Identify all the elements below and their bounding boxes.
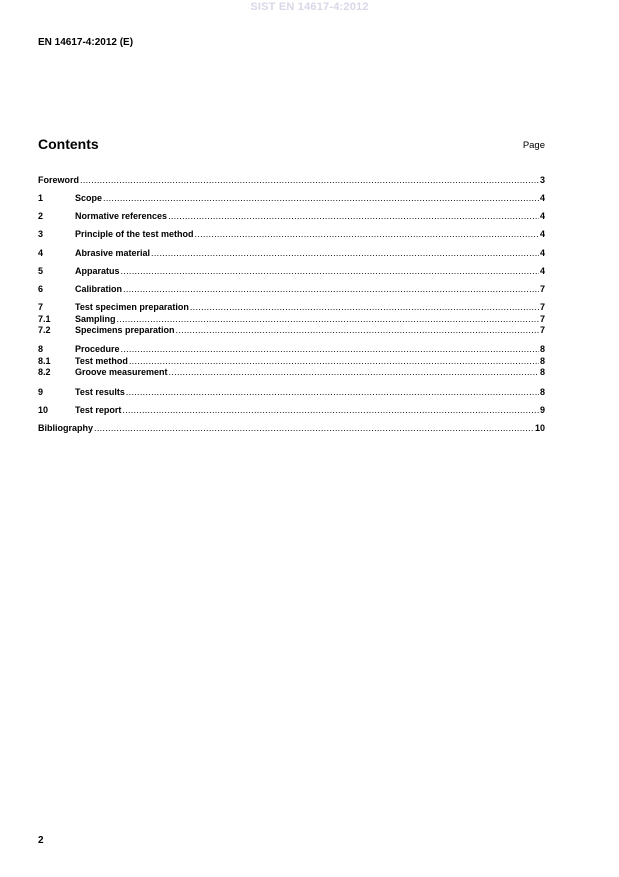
toc-leader bbox=[195, 229, 539, 240]
toc-title: Specimens preparation bbox=[75, 325, 175, 335]
toc-entry-test-results[interactable] bbox=[38, 387, 545, 398]
document-header: EN 14617-4:2012 (E) bbox=[38, 37, 134, 48]
toc-page: 7 bbox=[539, 314, 545, 324]
toc-page: 4 bbox=[539, 266, 545, 276]
toc-title: Bibliography bbox=[38, 423, 94, 433]
toc-number: 4 bbox=[38, 248, 44, 258]
toc-leader bbox=[151, 248, 539, 259]
toc-number: 8.2 bbox=[38, 367, 51, 377]
toc-number: 7 bbox=[38, 302, 44, 312]
toc-page: 7 bbox=[539, 302, 545, 312]
toc-page: 4 bbox=[539, 193, 545, 203]
toc-leader bbox=[126, 387, 539, 398]
toc-number: 9 bbox=[38, 387, 44, 397]
toc-page: 4 bbox=[539, 229, 545, 239]
toc-number: 7.1 bbox=[38, 314, 51, 324]
toc-title: Test method bbox=[75, 356, 128, 366]
toc-leader bbox=[121, 266, 539, 277]
toc-title: Sampling bbox=[75, 314, 116, 324]
toc-entry-test-specimen-preparation[interactable] bbox=[38, 302, 545, 313]
contents-title: Contents bbox=[38, 136, 99, 152]
toc-leader bbox=[168, 211, 539, 222]
toc-entry-scope[interactable] bbox=[38, 193, 545, 204]
toc-page: 8 bbox=[539, 344, 545, 354]
toc-title: Apparatus bbox=[75, 266, 120, 276]
toc-title: Test report bbox=[75, 405, 122, 415]
toc-leader bbox=[176, 325, 539, 336]
toc-leader bbox=[123, 284, 539, 295]
toc-entry-specimens-preparation[interactable] bbox=[38, 325, 545, 336]
toc-entry-sampling[interactable] bbox=[38, 314, 545, 325]
toc-entry-foreword[interactable] bbox=[38, 175, 545, 186]
toc-title: Normative references bbox=[75, 211, 168, 221]
toc-page: 8 bbox=[539, 387, 545, 397]
toc-leader bbox=[103, 193, 539, 204]
toc-leader bbox=[122, 405, 539, 416]
toc-title: Calibration bbox=[75, 284, 123, 294]
toc-entry-test-method[interactable] bbox=[38, 356, 545, 367]
toc-leader bbox=[80, 175, 539, 186]
toc-title: Procedure bbox=[75, 344, 120, 354]
watermark: SIST EN 14617-4:2012 bbox=[250, 1, 369, 13]
toc-title: Test specimen preparation bbox=[75, 302, 189, 312]
toc-title: Principle of the test method bbox=[75, 229, 194, 239]
toc-entry-calibration[interactable] bbox=[38, 284, 545, 295]
toc-number: 2 bbox=[38, 211, 44, 221]
toc-leader bbox=[190, 302, 539, 313]
toc-page: 4 bbox=[539, 248, 545, 258]
toc-number: 8 bbox=[38, 344, 44, 354]
toc-entry-abrasive-material[interactable] bbox=[38, 248, 545, 259]
toc-number: 7.2 bbox=[38, 325, 51, 335]
toc-leader bbox=[94, 423, 534, 434]
toc-number: 5 bbox=[38, 266, 44, 276]
toc-page: 10 bbox=[534, 423, 545, 433]
toc-page: 3 bbox=[539, 175, 545, 185]
toc-page: 8 bbox=[539, 367, 545, 377]
toc-leader bbox=[169, 367, 539, 378]
toc-title: Abrasive material bbox=[75, 248, 151, 258]
toc-leader bbox=[129, 356, 539, 367]
toc-page: 7 bbox=[539, 325, 545, 335]
toc-entry-procedure[interactable] bbox=[38, 344, 545, 355]
toc-page: 7 bbox=[539, 284, 545, 294]
toc-title: Foreword bbox=[38, 175, 80, 185]
toc-page: 4 bbox=[539, 211, 545, 221]
toc-title: Test results bbox=[75, 387, 125, 397]
toc-number: 1 bbox=[38, 193, 44, 203]
toc-title: Groove measurement bbox=[75, 367, 168, 377]
toc-entry-principle[interactable] bbox=[38, 229, 545, 240]
toc-number: 8.1 bbox=[38, 356, 51, 366]
page-number: 2 bbox=[38, 835, 44, 846]
toc-number: 10 bbox=[38, 405, 49, 415]
toc-page: 9 bbox=[539, 405, 545, 415]
toc-entry-bibliography[interactable] bbox=[38, 423, 545, 434]
toc-entry-normative-references[interactable] bbox=[38, 211, 545, 222]
toc-page: 8 bbox=[539, 356, 545, 366]
toc-number: 6 bbox=[38, 284, 44, 294]
toc-leader bbox=[117, 314, 539, 325]
toc-title: Scope bbox=[75, 193, 103, 203]
toc-leader bbox=[121, 344, 539, 355]
toc-entry-test-report[interactable] bbox=[38, 405, 545, 416]
page-column-label: Page bbox=[522, 140, 545, 151]
toc-entry-apparatus[interactable] bbox=[38, 266, 545, 277]
toc-entry-groove-measurement[interactable] bbox=[38, 367, 545, 378]
toc-number: 3 bbox=[38, 229, 44, 239]
